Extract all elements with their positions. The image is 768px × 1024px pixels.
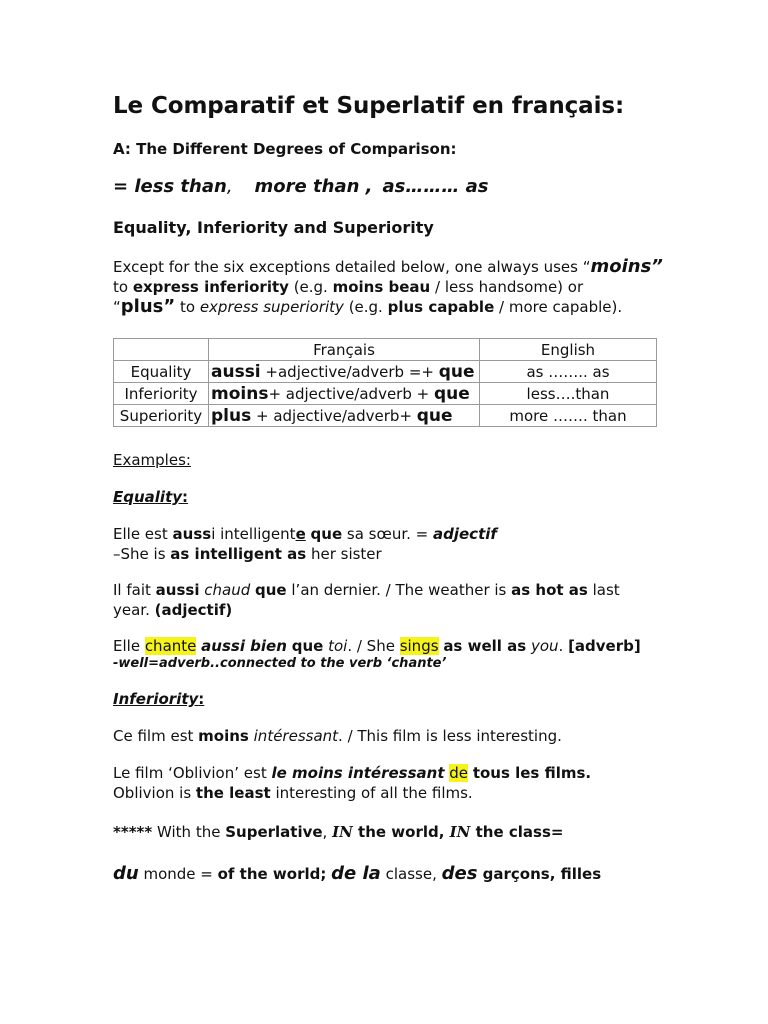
superlative-note — [113, 823, 563, 841]
ex-de-highlight: de — [449, 764, 469, 782]
table-header-cell — [114, 339, 209, 361]
ex-adjectif-tag: (adjectif) — [154, 601, 233, 619]
inferiority-label: Inferiority — [113, 690, 199, 708]
degree-less: = less than — [113, 176, 227, 197]
section-a-heading: A: The Different Degrees of Comparison: — [113, 140, 457, 158]
equality-heading — [113, 488, 188, 506]
ex-text: sa sœur. = — [342, 525, 433, 543]
degree-as: as……… as — [382, 176, 489, 197]
ex-adverb-note: -well=adverb..connected to the verb ‘chante’ — [113, 656, 447, 671]
example-line — [113, 636, 641, 656]
form-de-la: de la — [331, 863, 381, 884]
ex-text: Elle est — [113, 525, 173, 543]
comparison-table — [113, 338, 657, 427]
ex-text: l’an dernier. / The weather is — [286, 581, 512, 599]
row-english: more ……. than — [480, 405, 657, 427]
example-line — [113, 580, 620, 600]
inferiority-example-2 — [113, 763, 591, 803]
intro-express-inferiority: express inferiority — [132, 278, 289, 296]
row-french — [209, 383, 480, 405]
intro-plus-capable: plus capable — [387, 298, 495, 316]
intro-plus: plus” — [120, 296, 176, 317]
ex-sings-highlight: sings — [399, 637, 439, 655]
intro-moins: moins” — [590, 256, 663, 277]
intro-quote: “ — [113, 298, 121, 316]
intro-line-2 — [113, 277, 663, 297]
form-text: monde = — [138, 865, 218, 883]
row-keyword: plus — [211, 405, 252, 426]
ex-que: que — [255, 581, 287, 599]
ex-que: que — [310, 525, 343, 543]
row-keyword: moins — [211, 383, 269, 404]
ex-text: interesting of all the films. — [270, 784, 473, 802]
intro-line-1 — [113, 257, 663, 277]
row-label: Superiority — [114, 405, 209, 427]
intro-moins-beau: moins beau — [332, 278, 431, 296]
intro-eg-2: (e.g. — [343, 298, 388, 316]
form-garcons-filles: garçons, filles — [477, 865, 602, 883]
equality-colon: : — [182, 488, 189, 506]
ex-text: Oblivion is — [113, 784, 196, 802]
ex-text: . / This film is less interesting. — [338, 727, 562, 745]
ex-toi: toi — [328, 637, 348, 655]
equality-example-2 — [113, 580, 620, 620]
intro-to-2: to — [175, 298, 200, 316]
intro-more-capable: / more capable). — [494, 298, 623, 316]
table-header-row — [114, 339, 657, 361]
table-row — [114, 383, 657, 405]
ex-text: Il fait — [113, 581, 156, 599]
equality-inferiority-superiority-heading: Equality, Inferiority and Superiority — [113, 218, 434, 237]
ex-text: her sister — [306, 545, 382, 563]
ex-aussi-bien: aussi bien — [201, 637, 287, 655]
equality-label: Equality — [113, 488, 183, 506]
intro-less-handsome: / less handsome) or — [430, 278, 584, 296]
row-formula: +adjective/adverb =+ — [260, 362, 439, 381]
ex-text: . / She — [347, 637, 400, 655]
example-line — [113, 524, 497, 544]
ex-as-intelligent-as: as intelligent as — [170, 545, 307, 563]
examples-label: Examples: — [113, 451, 191, 469]
note-the-class: the class= — [470, 823, 564, 841]
equality-example-3 — [113, 636, 641, 672]
ex-moins: moins — [198, 727, 249, 745]
row-formula: + adjective/adverb + — [268, 384, 434, 403]
note-text: With the — [152, 823, 226, 841]
note-in: IN — [332, 823, 353, 841]
ex-le-moins-interessant: le moins intéressant — [271, 764, 445, 782]
ex-tous-les-films: tous les films. — [472, 764, 592, 782]
row-que: que — [438, 361, 475, 382]
inferiority-colon: : — [198, 690, 205, 708]
intro-express-superiority: express superiority — [199, 298, 344, 316]
degree-comma: , — [226, 176, 233, 197]
ex-text: Le film ‘Oblivion’ est — [113, 764, 272, 782]
example-line — [113, 763, 591, 783]
ex-text: Ce film est — [113, 727, 199, 745]
ex-interessant: intéressant — [253, 727, 339, 745]
intro-line-3 — [113, 297, 663, 317]
page-title: Le Comparatif et Superlatif en français: — [113, 93, 625, 119]
superlative-forms-line — [113, 863, 601, 884]
row-keyword: aussi — [211, 361, 261, 382]
ex-chaud: chaud — [204, 581, 251, 599]
form-du: du — [113, 863, 139, 884]
table-header-cell: English — [480, 339, 657, 361]
intro-eg-1: (e.g. — [288, 278, 333, 296]
note-text: , — [322, 823, 333, 841]
row-label: Inferiority — [114, 383, 209, 405]
ex-text: year. — [113, 601, 155, 619]
note-in: IN — [449, 823, 471, 841]
ex-as-well-as: as well as — [443, 637, 527, 655]
note-superlative: Superlative — [225, 823, 323, 841]
inferiority-heading — [113, 690, 204, 708]
row-english: as …….. as — [480, 361, 657, 383]
ex-text: . — [558, 637, 569, 655]
note-the-world: the world, — [352, 823, 450, 841]
ex-adjectif: adjectif — [433, 525, 497, 543]
note-stars: ***** — [113, 823, 153, 841]
intro-paragraph — [113, 257, 663, 317]
row-english: less….than — [480, 383, 657, 405]
inferiority-example-1 — [113, 727, 562, 745]
example-line — [113, 600, 620, 620]
ex-text: i intelligent — [211, 525, 296, 543]
ex-text: last — [587, 581, 620, 599]
ex-text: –She is — [113, 545, 171, 563]
example-line — [113, 783, 591, 803]
degree-more: more than , — [254, 176, 373, 197]
ex-que: que — [291, 637, 324, 655]
ex-aussi: auss — [172, 525, 212, 543]
example-line — [113, 544, 497, 564]
ex-aussi: aussi — [155, 581, 200, 599]
intro-to: to — [113, 278, 133, 296]
table-header-cell: Français — [209, 339, 480, 361]
ex-as-hot-as: as hot as — [511, 581, 588, 599]
ex-the-least: the least — [195, 784, 271, 802]
ex-you: you — [530, 637, 559, 655]
ex-agreement-e: e — [295, 525, 306, 543]
table-row — [114, 405, 657, 427]
table-row — [114, 361, 657, 383]
intro-text-1: Except for the six exceptions detailed below, one always uses “ — [113, 258, 591, 276]
ex-chante-highlight: chante — [144, 637, 197, 655]
form-text: classe, — [380, 865, 442, 883]
ex-text: Elle — [113, 637, 145, 655]
row-formula: + adjective/adverb+ — [251, 406, 417, 425]
degrees-line — [113, 176, 489, 197]
ex-adverb-tag: [adverb] — [568, 637, 641, 655]
row-que: que — [433, 383, 470, 404]
row-que: que — [416, 405, 453, 426]
row-french — [209, 361, 480, 383]
row-french — [209, 405, 480, 427]
form-des: des — [441, 863, 478, 884]
row-label: Equality — [114, 361, 209, 383]
form-of-the-world: of the world; — [217, 865, 327, 883]
equality-example-1 — [113, 524, 497, 564]
